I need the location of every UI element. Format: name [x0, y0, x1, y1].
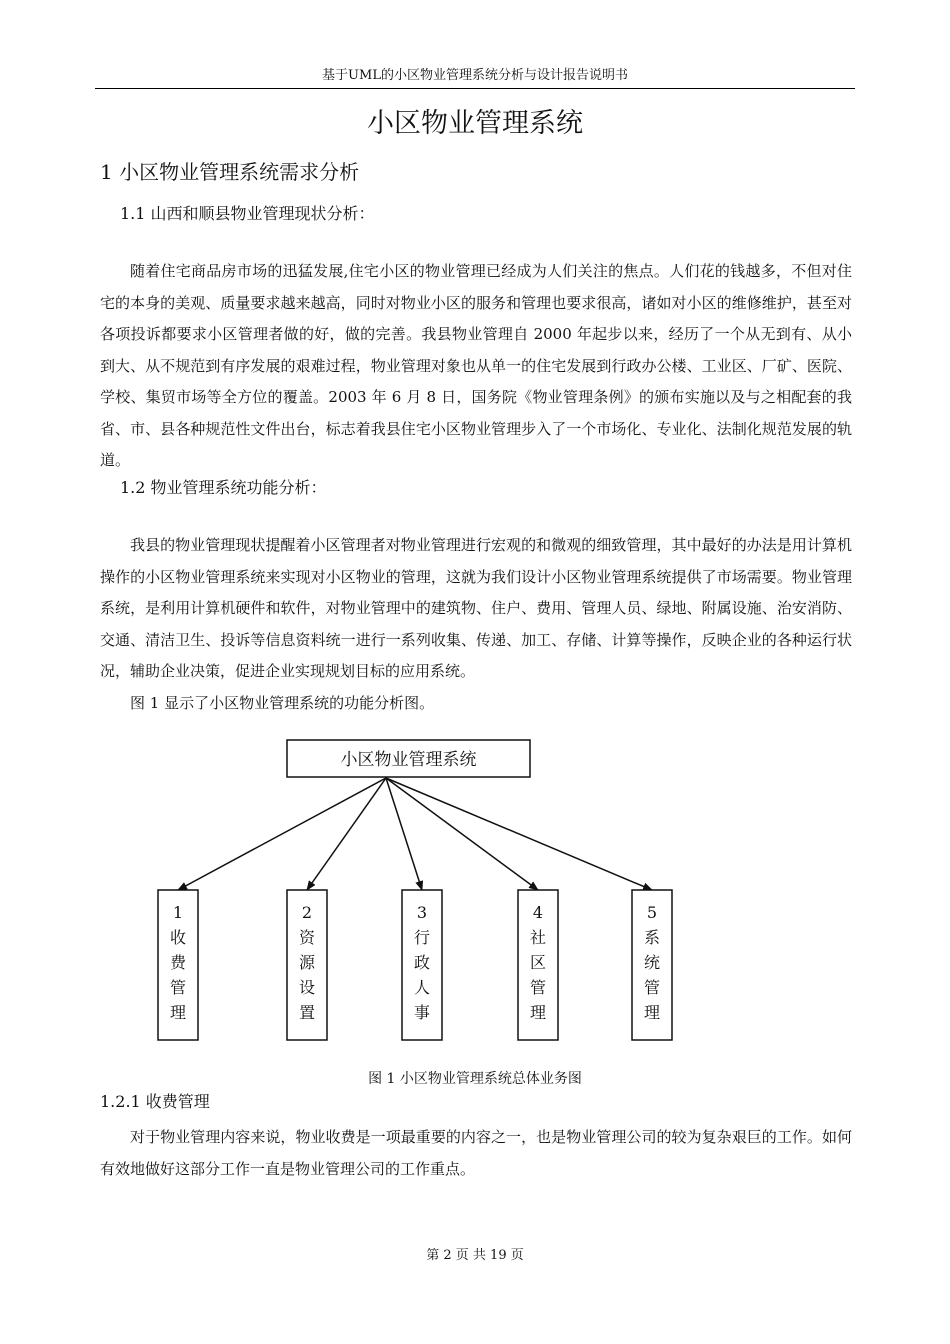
- page-footer: 第 2 页 共 19 页: [426, 1248, 524, 1263]
- diagram-child-label: 费: [169, 953, 187, 972]
- figure-caption: 图 1 小区物业管理系统总体业务图: [368, 1071, 582, 1087]
- diagram-child-label: 理: [529, 1003, 547, 1022]
- diagram-child-label: 社: [529, 928, 547, 947]
- diagram-child-label: 人: [413, 978, 431, 997]
- diagram-arrow: [178, 778, 386, 890]
- diagram-child-label: 理: [643, 1003, 661, 1022]
- diagram-child-label: 行: [413, 928, 431, 947]
- section-1-2-1-heading: 1.2.1 收费管理: [100, 1092, 210, 1111]
- diagram-root-label: 小区物业管理系统: [340, 750, 477, 770]
- diagram-child-label: 2: [301, 903, 313, 922]
- diagram-child-label: 理: [169, 1003, 187, 1022]
- diagram-child-label: 设: [298, 978, 316, 997]
- diagram-child-label: 收: [169, 928, 187, 947]
- diagram-child-label: 管: [169, 978, 187, 997]
- section-1-2-paragraph: 我县的物业管理现状提醒着小区管理者对物业管理进行宏观的和微观的细致管理，其中最好的办法是用计算机操作的小区物业管理系统来实现对小区物业的管理，这就为我们设计小区物业管理系统提供了市场需要。物业管理系统，是利用计算机硬件和软件，对物业管理中的建筑物、住户、费用、管理人员、绿地、附属设施、治安消防、交通、清洁卫生、投诉等信息资料统一进行一系列收集、传递、加工、存储、计算等操作，反映企业的各种运行状况，辅助企业决策，促进企业实现规划目标的应用系统。: [100, 536, 852, 680]
- diagram-arrow: [386, 778, 652, 890]
- diagram-arrow: [386, 778, 538, 890]
- diagram-child-label: 置: [298, 1003, 316, 1022]
- page-header: 基于UML的小区物业管理系统分析与设计报告说明书: [322, 68, 628, 83]
- diagram-child-label: 区: [529, 953, 547, 972]
- diagram-child-label: 源: [298, 953, 316, 972]
- section-1-1-paragraph: 随着住宅商品房市场的迅猛发展,住宅小区的物业管理已经成为人们关注的焦点。人们花的钱越多，不但对住宅的本身的美观、质量要求越来越高，同时对物业小区的服务和管理也要求很高，诸如对小区的维修维护，甚至对各项投诉都要求小区管理者做的好，做的完善。我县物业管理自 2000 年起步以来，经历了一个从无到有、从小到大、从不规范到有序发展的艰难过程，物业管理对象也从单一的住宅发展到行政办公楼、工业区、厂矿、医院、学校、集贸市场等全方位的覆盖。2003 年 6 月 8 日，国务院《物业管理条例》的颁布实施以及与之相配套的我省、市、县各种规范性文件出台，标志着我县住宅小区物业管理步入了一个市场化、专业化、法制化规范发展的轨道。: [100, 262, 852, 469]
- document-title: 小区物业管理系统: [367, 108, 583, 139]
- diagram-arrow: [307, 778, 386, 890]
- diagram-child-label: 资: [298, 928, 316, 947]
- section-1-2-heading: 1.2 物业管理系统功能分析：: [120, 478, 327, 497]
- diagram-child-label: 统: [643, 953, 661, 972]
- diagram-child-label: 1: [172, 903, 184, 922]
- section-1-heading: 1 小区物业管理系统需求分析: [100, 160, 360, 184]
- diagram-child-label: 4: [532, 903, 544, 922]
- diagram-child-label: 政: [413, 953, 431, 972]
- section-1-1-heading: 1.1 山西和顺县物业管理现状分析：: [120, 204, 375, 223]
- diagram-child-label: 3: [416, 903, 428, 922]
- diagram-child-label: 事: [413, 1003, 431, 1022]
- diagram-child-label: 5: [646, 903, 658, 922]
- diagram-arrow: [386, 778, 422, 890]
- diagram-child-label: 管: [643, 978, 661, 997]
- diagram-child-label: 管: [529, 978, 547, 997]
- diagram-child-label: 系: [643, 928, 661, 947]
- section-1-2-1-paragraph: 对于物业管理内容来说，物业收费是一项最重要的内容之一，也是物业管理公司的较为复杂艰巨的工作。如何有效地做好这部分工作一直是物业管理公司的工作重点。: [100, 1128, 852, 1178]
- figure-reference: 图 1 显示了小区物业管理系统的功能分析图。: [130, 694, 435, 712]
